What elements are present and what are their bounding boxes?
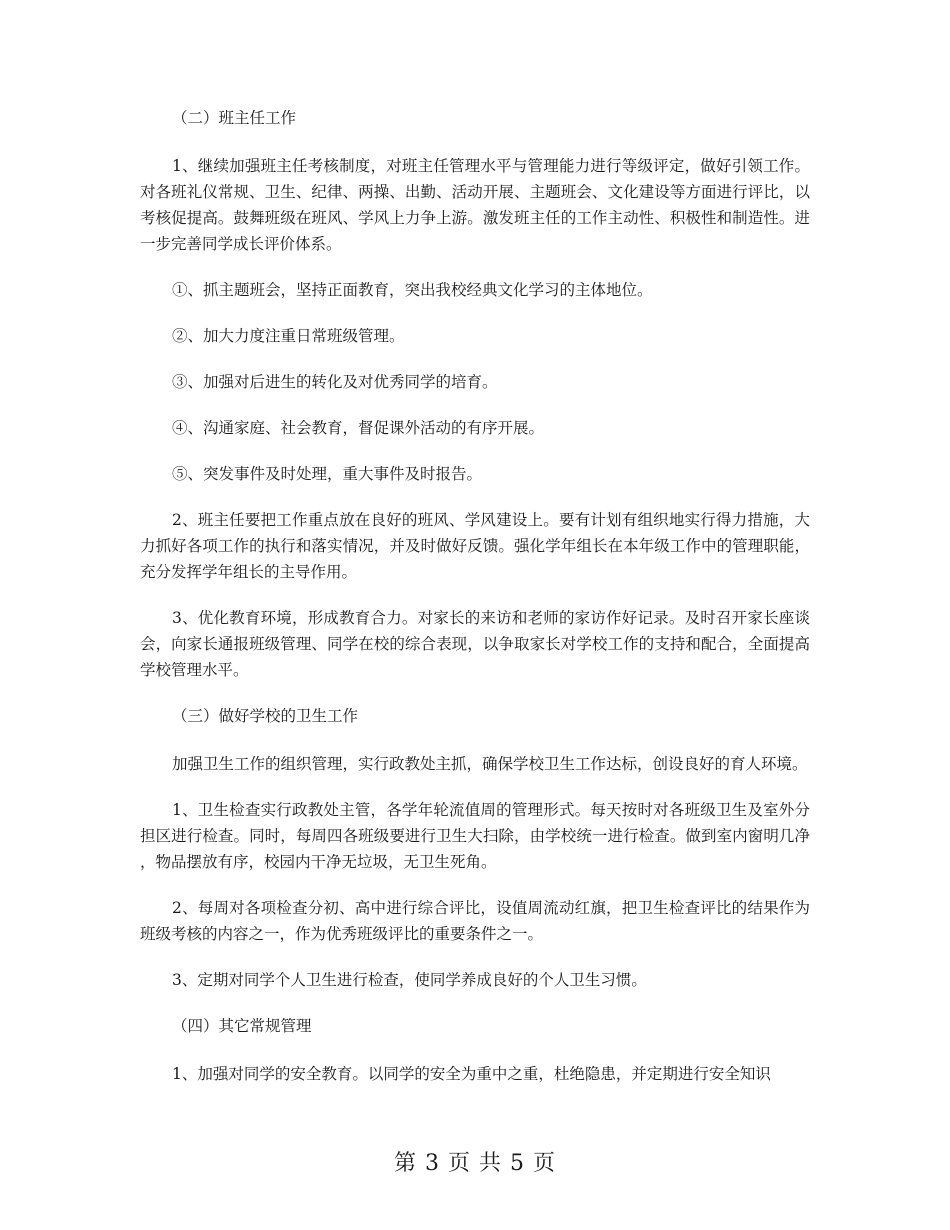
- paragraph: 3、优化教育环境，形成教育合力。对家长的来访和老师的家访作好记录。及时召开家长座谈会，向家长通报班级管理、同学在校的综合表现，以争取家长对学校工作的支持和配合，全面提高学校管理水平。: [140, 609, 810, 679]
- page-body: [140, 105, 810, 1107]
- paragraph: 加强卫生工作的组织管理，实行政教处主抓，确保学校卫生工作达标，创设良好的育人环境。: [172, 755, 808, 773]
- list-item: ⑤、突发事件及时处理，重大事件及时报告。: [172, 465, 483, 483]
- section-heading-3: （三）做好学校的卫生工作: [172, 707, 359, 725]
- paragraph: 1、加强对同学的安全教育。以同学的安全为重中之重，杜绝隐患，并定期进行安全知识: [172, 1065, 771, 1083]
- paragraph: 1、卫生检查实行政教处主管，各学年轮流值周的管理形式。每天按时对各班级卫生及室外分担区进行检查。同时，每周四各班级要进行卫生大扫除，由学校统一进行检查。做到室内窗明几净，物品摆放有序，校园内干净无垃圾，无卫生死角。: [140, 801, 810, 871]
- section-heading-2: （二）班主任工作: [172, 109, 297, 127]
- list-item: ④、沟通家庭、社会教育，督促课外活动的有序开展。: [172, 419, 545, 437]
- list-item: ②、加大力度注重日常班级管理。: [172, 327, 405, 345]
- paragraph: 3、定期对同学个人卫生进行检查，使同学养成良好的个人卫生习惯。: [172, 971, 647, 989]
- section-heading-4: （四）其它常规管理: [172, 1017, 312, 1035]
- list-item: ③、加强对后进生的转化及对优秀同学的培育。: [172, 373, 498, 391]
- page-number-footer: 第 3 页 共 5 页: [394, 1151, 556, 1176]
- list-item: ①、抓主题班会，坚持正面教育，突出我校经典文化学习的主体地位。: [172, 281, 653, 299]
- paragraph: 1、继续加强班主任考核制度，对班主任管理水平与管理能力进行等级评定，做好引领工作。对各班礼仪常规、卫生、纪律、两操、出勤、活动开展、主题班会、文化建设等方面进行评比，以考核促提高。鼓舞班级在班风、学风上力争上游。激发班主任的工作主动性、积极性和制造性。进一步完善同学成长评价体系。: [140, 157, 810, 253]
- paragraph: 2、班主任要把工作重点放在良好的班风、学风建设上。要有计划有组织地实行得力措施，大力抓好各项工作的执行和落实情况，并及时做好反馈。强化学年组长在本年级工作中的管理职能，充分发挥学年组长的主导作用。: [140, 511, 810, 581]
- paragraph: 2、每周对各项检查分初、高中进行综合评比，设值周流动红旗，把卫生检查评比的结果作为班级考核的内容之一，作为优秀班级评比的重要条件之一。: [140, 899, 810, 943]
